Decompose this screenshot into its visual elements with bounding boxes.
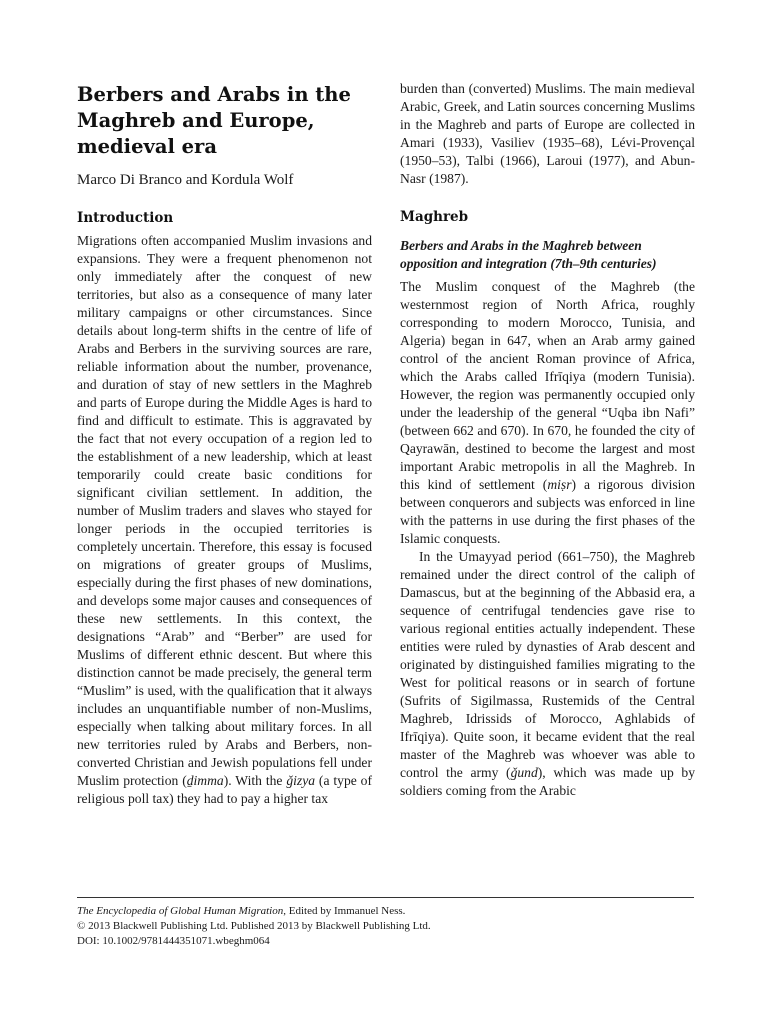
term-dhimma: ḏimma (186, 773, 224, 788)
left-column (77, 82, 372, 808)
maghreb-paragraph-2: In the Umayyad period (661–750), the Maghreb remained under the direct control of the caliph of Damascus, but at the beginning of the Abbasid era, a sequence of centrifugal tendencies gave rise to various regional entities actually independent. These entities were ruled by dynasties of Arab descent and originated by distinguished families migrating to the West for political reasons or in search of fortune (Sufrits of Sigilmassa, Rustemids of the Central Maghreb, Idrissids of Morocco, Aghlabids of Ifrīqiya). Quite soon, it became evident that the real master of the Maghreb was whoever was able to control the army (ǧund), which was made up by soldiers coming from the Arabic (400, 549, 696, 798)
article-title: Berbers and Arabs in the Maghreb and Europe, medieval era (77, 83, 351, 158)
footer-doi: DOI: 10.1002/9781444351071.wbeghm064 (77, 935, 270, 947)
footer-citation: The Encyclopedia of Global Human Migration, Edited by Immanuel Ness. (77, 905, 406, 917)
introduction-paragraph: Migrations often accompanied Muslim invasions and expansions. They were a frequent phenomenon not only immediately after the conquest of new territories, but also as a consequence of many later military campaigns or other circumstances. Since details about long-term shifts in the centre of life of Arabs and Berbers in the surviving sources are rare, reliable information about the number, provenance, and duration of stay of new settlers in the Maghreb and parts of Europe during the Middle Ages is hard to find and difficult to estimate. This is aggravated by the fact that not every occupation of a region led to the establishment of a new leadership, which at least temporarily could create basic conditions for significant civilian settlement. In addition, the number of Muslim traders and slaves who stayed for longer periods in the occupied territories is completely uncertain. Therefore, this essay is focused on migrations of greater groups of Muslims, especially during the first phases of new dominations, and develops some major causes and consequences of these new settlements. In this context, the designations “Arab” and “Berber” are used for Muslims of different ethnic descent. But where this distinction cannot be made precisely, the general term “Muslim” is used, with the qualification that it always includes an unquantifiable number of non-Muslims, especially when talking about military forces. In all new territories ruled by Arabs and Berbers, non-converted Christian and Jewish populations fell under Muslim protection (ḏimma). With the ǧizya (a type of religious poll tax) they had to pay a higher tax (77, 233, 372, 806)
maghreb-heading: Maghreb (400, 209, 469, 225)
footer-copyright: © 2013 Blackwell Publishing Ltd. Published 2013 by Blackwell Publishing Ltd. (77, 920, 431, 932)
introduction-heading: Introduction (77, 210, 174, 226)
maghreb-subheading: Berbers and Arabs in the Maghreb between opposition and integration (7th–9th centuries) (400, 238, 657, 271)
introduction-paragraph-continued: burden than (converted) Muslims. The main medieval Arabic, Greek, and Latin sources concerning Muslims in the Maghreb and parts of Europe are collected in Amari (1933), Vasiliev (1935–68), Lévi-Provençal (1950–53), Talbi (1966), Laroui (1977), and Abun-Nasr (1987). (400, 81, 695, 186)
term-misr: miṣr (547, 477, 572, 492)
right-column (400, 82, 695, 800)
encyclopedia-title: The Encyclopedia of Global Human Migration (77, 905, 284, 917)
footer-divider (77, 897, 694, 898)
term-jizya: ǧizya (286, 773, 316, 788)
publication-footer (77, 904, 694, 949)
term-jund: ǧund (510, 765, 538, 780)
article-authors: Marco Di Branco and Kordula Wolf (77, 172, 294, 188)
maghreb-paragraph-1: The Muslim conquest of the Maghreb (the westernmost region of North Africa, roughly corresponding to modern Morocco, Tunisia, and Algeria) began in 647, when an Arab army gained control of the ancient Roman province of Africa, which the Arabs called Ifrīqiya (modern Tunisia). However, the region was permanently occupied only under the leadership of the general “Uqba ibn Nafi” (between 662 and 670). In 670, he founded the city of Qayrawān, destined to become the largest and most important Arabic metropolis in all the Maghreb. In this kind of settlement (miṣr) a rigorous division between conquerors and subjects was enforced in line with the patterns in use during the first phases of the Islamic conquests. (400, 279, 696, 546)
